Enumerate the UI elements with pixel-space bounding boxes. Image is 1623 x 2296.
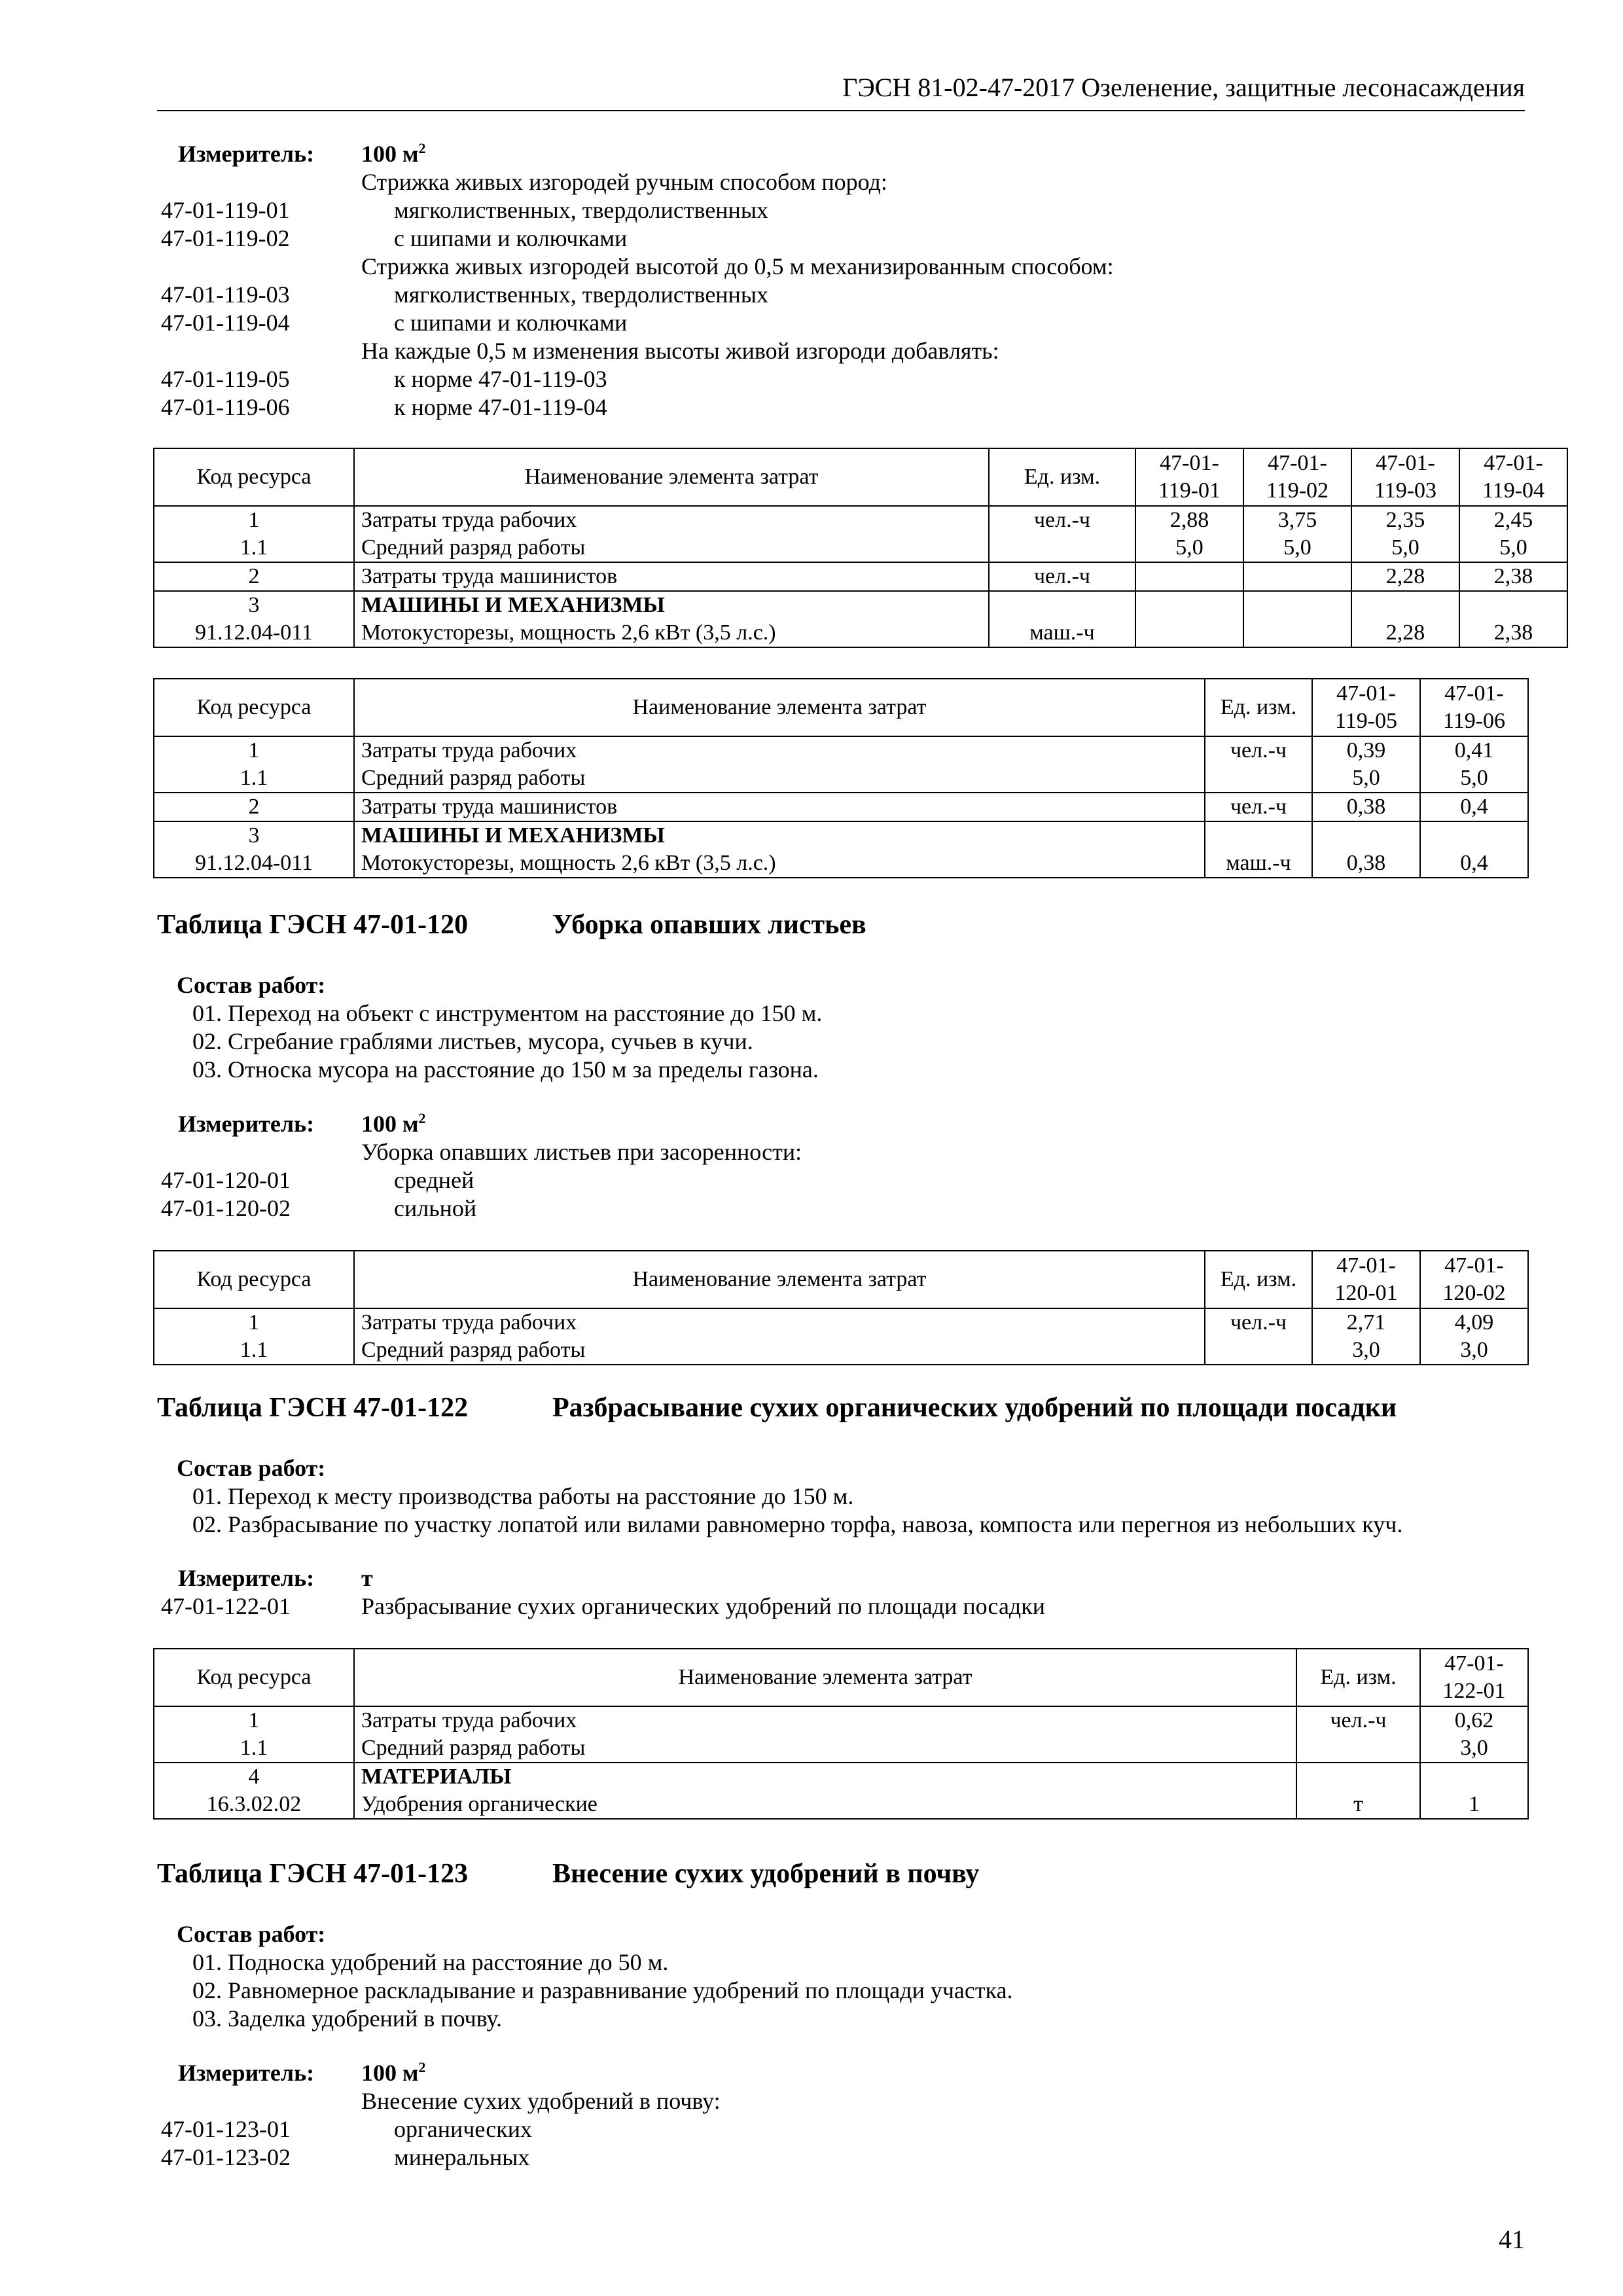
cell-code: 1: [154, 1308, 354, 1336]
cell-name: Мотокусторезы, мощность 2,6 кВт (3,5 л.с.): [354, 850, 1205, 878]
work-step: 01. Переход к месту производства работы на расстояние до 150 м.: [192, 1483, 854, 1509]
text: Измеритель:: [178, 1111, 315, 1137]
cell-code: 16.3.02.02: [154, 1791, 354, 1819]
norm-text: к норме 47-01-119-03: [394, 366, 607, 392]
text: Код ресурса: [154, 1251, 354, 1308]
cell-value: 2,28: [1351, 562, 1459, 591]
cell-unit: т: [1296, 1791, 1420, 1819]
table-title-122: [157, 1393, 1397, 1423]
cell-value: 4,09: [1420, 1308, 1528, 1336]
resource-table-119-a: [153, 448, 1568, 648]
table-row: [154, 1763, 1528, 1791]
cell-unit: маш.-ч: [989, 619, 1135, 647]
text: 119-03: [1374, 478, 1437, 503]
cell-name: Затраты труда рабочих: [354, 506, 989, 534]
norm-text: На каждые 0,5 м изменения высоты живой изгороди добавлять:: [361, 338, 999, 364]
cell-value: 0,38: [1312, 793, 1420, 821]
cell-unit: [1205, 764, 1312, 793]
text: Измеритель:: [178, 2060, 315, 2086]
text: Состав работ:: [177, 972, 326, 998]
th-norm: [1312, 679, 1420, 736]
th-unit: Ед. изм.: [989, 448, 1135, 506]
text: 120-01: [1334, 1281, 1398, 1305]
cell-code: 1: [154, 506, 354, 534]
cell-name: МАТЕРИАЛЫ: [354, 1763, 1296, 1791]
cell-value: 5,0: [1420, 764, 1528, 793]
text: 2: [418, 2059, 426, 2075]
cell-code: 3: [154, 591, 354, 619]
work-step: 03. Относка мусора на расстояние до 150 м за пределы газона.: [192, 1056, 819, 1083]
header-title: ГЭСН 81-02-47-2017 Озеленение, защитные лесонасаждения: [842, 73, 1525, 102]
text: 120-02: [1442, 1281, 1506, 1305]
cell-value: 3,0: [1420, 1336, 1528, 1365]
th-norm: [1420, 679, 1528, 736]
norm-line: [161, 1194, 1535, 1223]
cell-code: 1.1: [154, 1734, 354, 1763]
norm-text: Разбрасывание сухих органических удобрений по площади посадки: [361, 1593, 1046, 1619]
text: 47-01-: [1444, 1651, 1504, 1676]
norm-code: 47-01-119-04: [161, 310, 290, 336]
measure-value: [361, 140, 426, 168]
cell-value: 0,41: [1420, 736, 1528, 764]
work-step: 01. Подноска удобрений на расстояние до 50 м.: [192, 1949, 669, 1975]
norm-line: [161, 1592, 1535, 1621]
cell-value: 2,45: [1459, 506, 1567, 534]
text: 47-01-: [1336, 681, 1396, 706]
cell-value: 1: [1420, 1791, 1528, 1819]
table-row: [154, 619, 1567, 647]
text: Состав работ:: [177, 1921, 326, 1947]
cell-unit: чел.-ч: [989, 506, 1135, 534]
norm-line: [161, 1166, 1535, 1194]
cell-unit: чел.-ч: [1205, 793, 1312, 821]
text: 2: [418, 140, 426, 156]
norm-text: Уборка опавших листьев при засоренности:: [361, 1139, 802, 1165]
cell-value: 3,75: [1243, 506, 1351, 534]
norm-text: Внесение сухих удобрений в почву:: [361, 2088, 721, 2114]
cell-value: 2,88: [1135, 506, 1243, 534]
cell-value: [1135, 619, 1243, 647]
table-row: [154, 850, 1528, 878]
cell-code: 2: [154, 793, 354, 821]
norm-line: [161, 365, 1535, 393]
th-unit: Ед. изм.: [1205, 679, 1312, 736]
text: 47-01-: [1376, 451, 1435, 475]
cell-value: 5,0: [1243, 534, 1351, 562]
resource-table-122: [153, 1648, 1529, 1820]
table-row: [154, 764, 1528, 793]
cell-code: 1: [154, 1706, 354, 1734]
cell-name: Затраты труда рабочих: [354, 1308, 1205, 1336]
text: Уборка опавших листьев: [552, 910, 866, 940]
cell-value: [1243, 591, 1351, 619]
cell-value: [1243, 562, 1351, 591]
norm-text: с шипами и колючками: [394, 225, 628, 251]
norm-code: 47-01-119-01: [161, 197, 290, 223]
work-composition-122: [177, 1454, 1402, 1539]
text: Код ресурса: [154, 1649, 354, 1706]
norm-code: 47-01-119-05: [161, 366, 290, 392]
text: 2: [418, 1110, 426, 1126]
norm-text: к норме 47-01-119-04: [394, 394, 607, 420]
th-norm: [1459, 448, 1567, 506]
cell-code: 91.12.04-011: [154, 850, 354, 878]
work-step: 01. Переход на объект с инструментом на расстояние до 150 м.: [192, 1000, 823, 1026]
text: Разбрасывание сухих органических удобрений по площади посадки: [552, 1393, 1397, 1423]
cell-value: 0,4: [1420, 850, 1528, 878]
norm-line: [161, 281, 1535, 309]
cell-value: 3,0: [1420, 1734, 1528, 1763]
work-composition-120: [177, 971, 822, 1084]
table-row: [154, 1706, 1528, 1734]
text: Внесение сухих удобрений в почву: [552, 1859, 980, 1889]
cell-value: 2,35: [1351, 506, 1459, 534]
norm-code: 47-01-120-01: [161, 1167, 291, 1193]
cell-value: [1135, 562, 1243, 591]
cell-value: 0,39: [1312, 736, 1420, 764]
cell-value: 2,71: [1312, 1308, 1420, 1336]
norm-text: средней: [394, 1167, 474, 1193]
norm-line: [161, 2144, 1535, 2172]
cell-value: 2,38: [1459, 619, 1567, 647]
work-step: 02. Сгребание граблями листьев, мусора, сучьев в кучи.: [192, 1028, 753, 1054]
norm-line: [161, 168, 1535, 196]
text: Ед. изм.: [1296, 1649, 1420, 1706]
measure-block-120: [161, 1110, 1535, 1223]
cell-unit: [1296, 1763, 1420, 1791]
table-row: [154, 1791, 1528, 1819]
th-name: Наименование элемента затрат: [354, 448, 989, 506]
text: 119-02: [1266, 478, 1329, 503]
cell-name: Затраты труда рабочих: [354, 1706, 1296, 1734]
measure-block-122: [161, 1564, 1535, 1621]
text: т: [361, 1565, 373, 1591]
text: 119-06: [1442, 709, 1506, 733]
table-row: [154, 1734, 1528, 1763]
norm-code: 47-01-123-02: [161, 2144, 291, 2170]
cell-value: [1135, 591, 1243, 619]
norm-line: [161, 253, 1535, 281]
cell-code: 1.1: [154, 534, 354, 562]
text: 47-01-: [1268, 451, 1327, 475]
cell-value: 2,38: [1459, 562, 1567, 591]
th-norm: [1351, 448, 1459, 506]
cell-unit: чел.-ч: [1205, 736, 1312, 764]
norm-code: 47-01-123-01: [161, 2116, 291, 2142]
th-code: Код ресурса: [154, 448, 354, 506]
cell-name: МАШИНЫ И МЕХАНИЗМЫ: [354, 821, 1205, 850]
cell-code: 2: [154, 562, 354, 591]
page-number: 41: [1499, 2225, 1525, 2254]
cell-name: Затраты труда рабочих: [354, 736, 1205, 764]
cell-code: 91.12.04-011: [154, 619, 354, 647]
cell-unit: чел.-ч: [1205, 1308, 1312, 1336]
text: 122-01: [1442, 1679, 1506, 1703]
text: Ед. изм.: [1205, 1251, 1312, 1308]
cell-name: Затраты труда машинистов: [354, 562, 989, 591]
cell-code: 3: [154, 821, 354, 850]
norm-line: [161, 337, 1535, 365]
cell-value: 2,28: [1351, 619, 1459, 647]
cell-name: Удобрения органические: [354, 1791, 1296, 1819]
norm-text: мягколиственных, твердолиственных: [394, 197, 769, 223]
cell-name: МАШИНЫ И МЕХАНИЗМЫ: [354, 591, 989, 619]
th-norm: [1243, 448, 1351, 506]
measure-block-119: [161, 140, 1535, 422]
measure-label: Измеритель:: [178, 141, 315, 167]
cell-code: 4: [154, 1763, 354, 1791]
cell-name: Средний разряд работы: [354, 764, 1205, 793]
table-row: [154, 562, 1567, 591]
cell-value: 5,0: [1312, 764, 1420, 793]
text: 100 м: [361, 141, 419, 167]
th-name: Наименование элемента затрат: [354, 679, 1205, 736]
cell-value: 0,62: [1420, 1706, 1528, 1734]
cell-name: Средний разряд работы: [354, 1734, 1296, 1763]
table-row: [154, 821, 1528, 850]
norm-line: [161, 393, 1535, 422]
cell-value: [1420, 1763, 1528, 1791]
norm-text: минеральных: [394, 2144, 530, 2170]
text: Измеритель:: [178, 1565, 315, 1591]
cell-unit: чел.-ч: [989, 562, 1135, 591]
norm-line: [161, 2087, 1535, 2115]
cell-unit: [1296, 1734, 1420, 1763]
table-title-120: [157, 910, 866, 940]
norm-text: с шипами и колючками: [394, 310, 628, 336]
cell-value: 5,0: [1135, 534, 1243, 562]
work-step: 03. Заделка удобрений в почву.: [192, 2005, 502, 2032]
norm-code: 47-01-120-02: [161, 1195, 291, 1221]
text: 119-01: [1158, 478, 1221, 503]
norm-line: [161, 2115, 1535, 2144]
work-step: 02. Разбрасывание по участку лопатой или вилами равномерно торфа, навоза, компоста или перегноя из небольших куч.: [192, 1511, 1403, 1537]
norm-line: [161, 224, 1535, 253]
cell-name: Затраты труда машинистов: [354, 793, 1205, 821]
text: Наименование элемента затрат: [354, 1251, 1205, 1308]
norm-text: Стрижка живых изгородей высотой до 0,5 м механизированным способом:: [361, 253, 1114, 279]
cell-value: [1312, 821, 1420, 850]
norm-code: 47-01-119-02: [161, 225, 290, 251]
th-norm: [1135, 448, 1243, 506]
text: 100 м: [361, 1111, 419, 1137]
table-row: [154, 591, 1567, 619]
text: 47-01-: [1160, 451, 1219, 475]
norm-code: 47-01-119-06: [161, 394, 290, 420]
table-title-123: [157, 1859, 980, 1889]
norm-code: 47-01-122-01: [161, 1593, 291, 1619]
cell-unit: [1205, 1336, 1312, 1365]
norm-line: [161, 309, 1535, 337]
cell-value: 5,0: [1459, 534, 1567, 562]
cell-value: 0,4: [1420, 793, 1528, 821]
cell-unit: маш.-ч: [1205, 850, 1312, 878]
th-code: Код ресурса: [154, 679, 354, 736]
text: 119-05: [1334, 709, 1398, 733]
cell-unit: чел.-ч: [1296, 1706, 1420, 1734]
text: Состав работ:: [177, 1455, 326, 1481]
cell-unit: [1205, 821, 1312, 850]
norm-text: сильной: [394, 1195, 477, 1221]
text: 47-01-: [1484, 451, 1543, 475]
text: 47-01-: [1444, 1253, 1504, 1278]
measure-block-123: [161, 2059, 1535, 2172]
cell-unit: [989, 591, 1135, 619]
norm-line: [161, 196, 1535, 224]
cell-code: 1.1: [154, 764, 354, 793]
norm-text: мягколиственных, твердолиственных: [394, 281, 769, 308]
cell-value: 0,38: [1312, 850, 1420, 878]
work-step: 02. Равномерное раскладывание и разравнивание удобрений по площади участка.: [192, 1977, 1013, 2003]
table-row: [154, 506, 1567, 534]
cell-name: Средний разряд работы: [354, 534, 989, 562]
table-row: [154, 1308, 1528, 1336]
table-row: [154, 1336, 1528, 1365]
norm-line: [161, 1138, 1535, 1166]
cell-value: [1243, 619, 1351, 647]
running-header: [157, 68, 1525, 111]
cell-unit: [989, 534, 1135, 562]
resource-table-120: [153, 1250, 1529, 1365]
text: 47-01-: [1336, 1253, 1396, 1278]
work-composition-123: [177, 1920, 1013, 2033]
table-row: [154, 736, 1528, 764]
table-row: [154, 534, 1567, 562]
table-row: [154, 793, 1528, 821]
text: Таблица ГЭСН 47-01-120: [157, 910, 469, 940]
cell-value: [1459, 591, 1567, 619]
text: 100 м: [361, 2060, 419, 2086]
text: Таблица ГЭСН 47-01-122: [157, 1393, 469, 1423]
resource-table-119-b: [153, 678, 1529, 878]
text: 119-04: [1482, 478, 1545, 503]
cell-code: 1: [154, 736, 354, 764]
norm-code: 47-01-119-03: [161, 281, 290, 308]
text: 47-01-: [1444, 681, 1504, 706]
text: Наименование элемента затрат: [354, 1649, 1296, 1706]
cell-value: [1351, 591, 1459, 619]
cell-name: Средний разряд работы: [354, 1336, 1205, 1365]
text: Таблица ГЭСН 47-01-123: [157, 1859, 469, 1889]
norm-text: органических: [394, 2116, 532, 2142]
cell-value: 5,0: [1351, 534, 1459, 562]
cell-value: 3,0: [1312, 1336, 1420, 1365]
norm-text: Стрижка живых изгородей ручным способом пород:: [361, 169, 887, 195]
cell-value: [1420, 821, 1528, 850]
cell-code: 1.1: [154, 1336, 354, 1365]
cell-name: Мотокусторезы, мощность 2,6 кВт (3,5 л.с.): [354, 619, 989, 647]
